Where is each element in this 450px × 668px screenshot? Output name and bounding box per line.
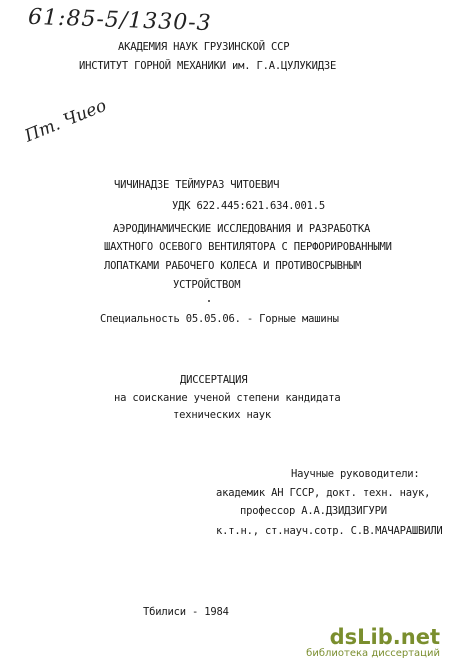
- handwritten-shelf-number: 61:85-5/1330-3: [27, 4, 213, 37]
- watermark-tagline: библиотека диссертаций: [306, 648, 440, 659]
- academy-line: АКАДЕМИЯ НАУК ГРУЗИНСКОЙ ССР: [118, 41, 290, 53]
- place-year: Тбилиси - 1984: [143, 606, 229, 618]
- watermark-logo: dsLib.net: [329, 625, 440, 649]
- author-name: ЧИЧИНАДЗЕ ТЕЙМУРАЗ ЧИТОЕВИЧ: [114, 179, 280, 191]
- institute-line: ИНСТИТУТ ГОРНОЙ МЕХАНИКИ им. Г.А.ЦУЛУКИДЗЕ: [79, 60, 337, 72]
- handwritten-signature: Пт. Чиео: [22, 95, 110, 147]
- science-line: технических наук: [173, 409, 271, 421]
- udk-code: УДК 622.445:621.634.001.5: [172, 200, 326, 212]
- specialty-line: Специальность 05.05.06. - Горные машины: [100, 313, 339, 325]
- supervisor-title-line: академик АН ГССР, докт. техн. наук,: [216, 487, 431, 499]
- degree-line: на соискание ученой степени кандидата: [114, 392, 341, 404]
- dissertation-heading: ДИССЕРТАЦИЯ: [180, 374, 248, 386]
- title-line: АЭРОДИНАМИЧЕСКИЕ ИССЛЕДОВАНИЯ И РАЗРАБОТКА: [113, 223, 371, 235]
- supervisors-heading: Научные руководители:: [291, 468, 420, 480]
- title-line: УСТРОЙСТВОМ: [173, 279, 241, 291]
- co-supervisor-line: к.т.н., ст.науч.сотр. С.В.МАЧАРАШВИЛИ: [216, 525, 443, 537]
- supervisor-name-line: профессор А.А.ДЗИДЗИГУРИ: [240, 505, 387, 517]
- title-line: ШАХТНОГО ОСЕВОГО ВЕНТИЛЯТОРА С ПЕРФОРИРОВАННЫМИ: [104, 241, 392, 253]
- title-line: ЛОПАТКАМИ РАБОЧЕГО КОЛЕСА И ПРОТИВОСРЫВНЫМ: [104, 260, 362, 272]
- dslib-watermark: [306, 626, 440, 660]
- ink-dot: [208, 300, 210, 302]
